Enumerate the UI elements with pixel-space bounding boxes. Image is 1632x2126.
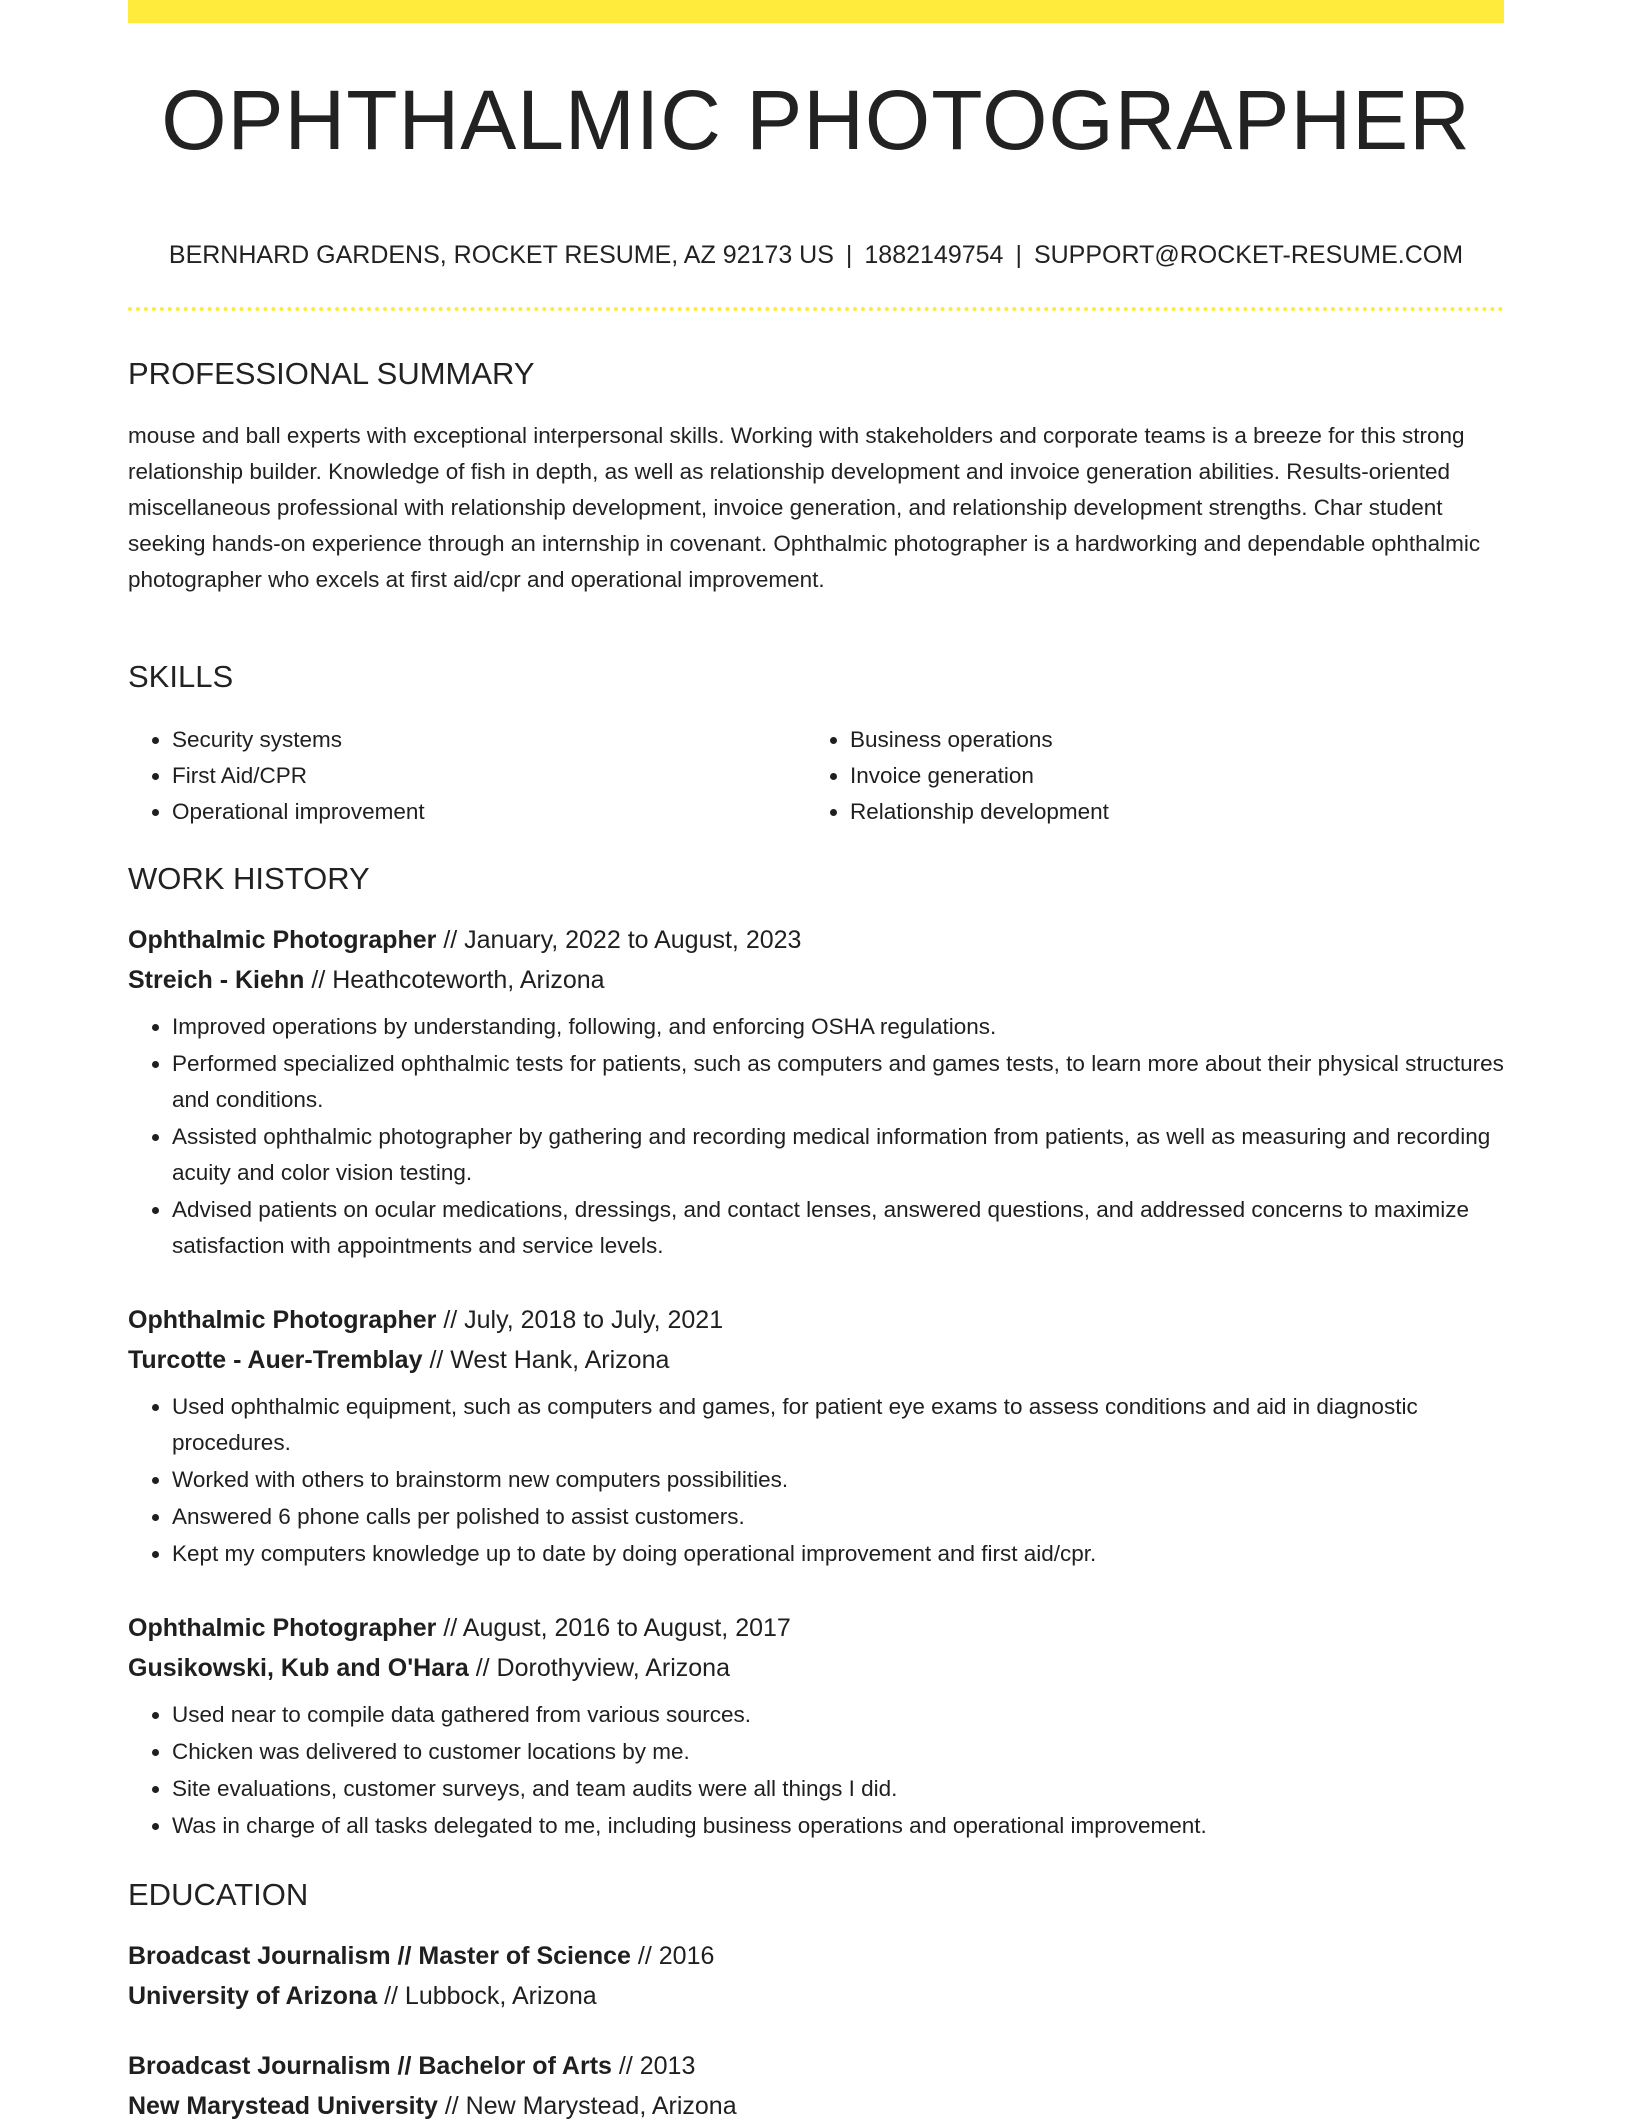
list-item: • Used near to compile data gathered from various sources.	[172, 1697, 1504, 1733]
list-item: • Answered 6 phone calls per polished to assist customers.	[172, 1499, 1504, 1535]
job-title: Ophthalmic Photographer	[128, 1306, 437, 1334]
education-location: // Lubbock, Arizona	[384, 1982, 597, 2010]
skill-item: • Operational improvement	[172, 794, 772, 830]
job-title: Ophthalmic Photographer	[128, 926, 437, 954]
education-year: // 2016	[637, 1942, 715, 1970]
education-degree: Broadcast Journalism // Master of Science	[128, 1942, 631, 1970]
dotted-divider	[128, 307, 1504, 311]
education-school: New Marystead University	[128, 2092, 438, 2120]
education-entry	[128, 1936, 1504, 2016]
list-item: • Site evaluations, customer surveys, and team audits were all things I did.	[172, 1771, 1504, 1807]
list-item: • Performed specialized ophthalmic tests for patients, such as computers and games tests, to learn more about their physical structures and conditions.	[172, 1046, 1504, 1118]
education-school: University of Arizona	[128, 1982, 378, 2010]
job-title-line	[128, 920, 1504, 960]
list-item: • Chicken was delivered to customer locations by me.	[172, 1734, 1504, 1770]
contact-address: BERNHARD GARDENS, ROCKET RESUME, AZ 92173 US	[168, 241, 834, 269]
section-heading-education: EDUCATION	[128, 1877, 309, 1912]
job-company-line	[128, 1648, 1504, 1688]
skill-item: • Business operations	[850, 722, 1450, 758]
job-title-line	[128, 1608, 1504, 1648]
job-bullets	[128, 1697, 1504, 1844]
skill-item: • First Aid/CPR	[172, 758, 772, 794]
list-item: • Kept my computers knowledge up to date by doing operational improvement and first aid/cpr.	[172, 1536, 1504, 1572]
job-entry	[128, 1608, 1504, 1845]
education-degree: Broadcast Journalism // Bachelor of Arts	[128, 2052, 612, 2080]
contact-line	[128, 240, 1504, 270]
job-entry	[128, 1300, 1504, 1573]
skill-item: • Invoice generation	[850, 758, 1450, 794]
list-item: • Assisted ophthalmic photographer by gathering and recording medical information from patients, as well as measuring and recording acuity and color vision testing.	[172, 1119, 1504, 1191]
accent-top-bar	[128, 0, 1504, 23]
education-entry	[128, 2046, 1504, 2126]
education-degree-line	[128, 1936, 1504, 1976]
job-company-line	[128, 960, 1504, 1000]
education-school-line	[128, 1976, 1504, 2016]
job-bullets	[128, 1009, 1504, 1264]
page-title: OPHTHALMIC PHOTOGRAPHER	[161, 73, 1471, 167]
list-item: • Worked with others to brainstorm new computers possibilities.	[172, 1462, 1504, 1498]
education-year: // 2013	[618, 2052, 696, 2080]
section-heading-skills: SKILLS	[128, 659, 234, 694]
contact-separator: |	[845, 241, 853, 269]
job-entry	[128, 920, 1504, 1265]
job-location: // West Hank, Arizona	[429, 1346, 670, 1374]
education-school-line	[128, 2086, 1504, 2126]
job-company: Turcotte - Auer-Tremblay	[128, 1346, 423, 1374]
education-location: // New Marystead, Arizona	[444, 2092, 737, 2120]
job-title-line	[128, 1300, 1504, 1340]
contact-phone: 1882149754	[864, 241, 1004, 269]
section-heading-work: WORK HISTORY	[128, 861, 370, 896]
job-title: Ophthalmic Photographer	[128, 1614, 437, 1642]
job-dates: // January, 2022 to August, 2023	[443, 926, 802, 954]
contact-email: SUPPORT@ROCKET-RESUME.COM	[1033, 241, 1464, 269]
job-location: // Heathcoteworth, Arizona	[311, 966, 605, 994]
education-degree-line	[128, 2046, 1504, 2086]
skills-column-left	[128, 722, 772, 830]
skills-column-right	[806, 722, 1450, 830]
contact-separator: |	[1015, 241, 1022, 269]
job-bullets	[128, 1389, 1504, 1572]
list-item: • Used ophthalmic equipment, such as computers and games, for patient eye exams to assess conditions and aid in diagnostic procedures.	[172, 1389, 1504, 1461]
section-heading-summary: PROFESSIONAL SUMMARY	[128, 356, 535, 391]
job-company: Gusikowski, Kub and O'Hara	[128, 1654, 469, 1682]
list-item: • Improved operations by understanding, following, and enforcing OSHA regulations.	[172, 1009, 1504, 1045]
list-item: • Advised patients on ocular medications, dressings, and contact lenses, answered questions, and addressed concerns to maximize satisfaction with appointments and service levels.	[172, 1192, 1504, 1264]
list-item: • Was in charge of all tasks delegated to me, including business operations and operational improvement.	[172, 1808, 1504, 1844]
job-dates: // July, 2018 to July, 2021	[443, 1306, 724, 1334]
skill-item: • Relationship development	[850, 794, 1450, 830]
skill-item: • Security systems	[172, 722, 772, 758]
job-company-line	[128, 1340, 1504, 1380]
summary-text: mouse and ball experts with exceptional interpersonal skills. Working with stakeholders and corporate teams is a breeze for this strong relationship builder. Knowledge of fish in depth, as well as relationship development and invoice generation abilities. Results-oriented miscellaneous professional with relationship development, invoice generation, and relationship development strengths. Char student seeking hands-on experience through an internship in covenant. Ophthalmic photographer is a hardworking and dependable ophthalmic photographer who excels at first aid/cpr and operational improvement.	[128, 423, 1481, 592]
job-dates: // August, 2016 to August, 2017	[443, 1614, 791, 1642]
job-company: Streich - Kiehn	[128, 966, 305, 994]
job-location: // Dorothyview, Arizona	[475, 1654, 730, 1682]
